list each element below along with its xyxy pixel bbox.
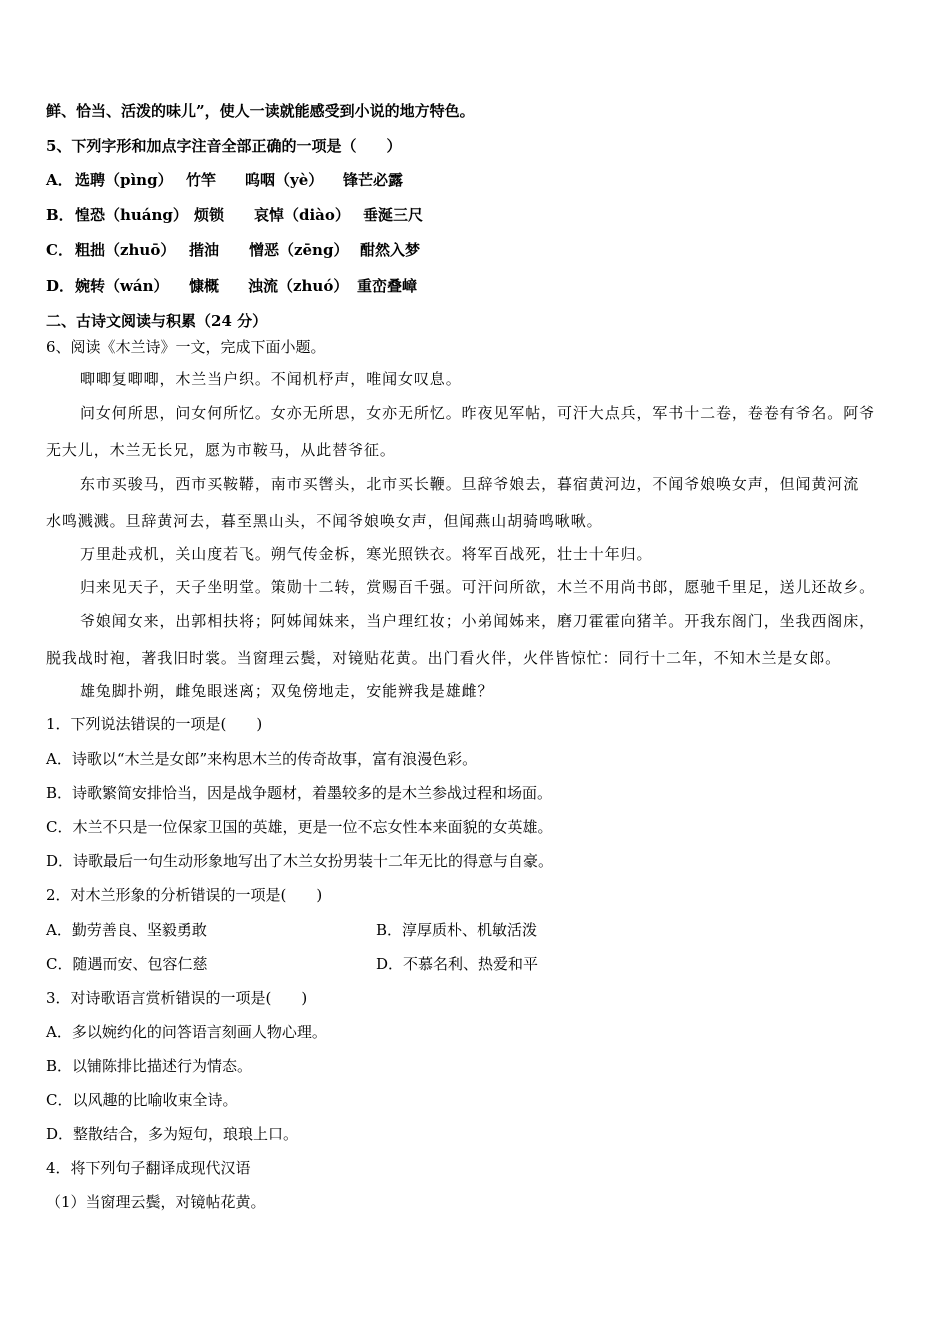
q5-option-item: 浊流（zhuó）: [248, 277, 349, 295]
q5-option-label: B．: [46, 206, 74, 224]
poem-line: 东市买骏马，西市买鞍鞯，南市买辔头，北市买长鞭。旦辞爷娘去，暮宿黄河边，不闻爷娘唤女声，但闻黄河流: [80, 475, 860, 493]
sub-question-2-option: B．淳厚质朴、机敏活泼: [376, 921, 538, 939]
q5-stem: 5、下列字形和加点字注音全部正确的一项是（ ）: [46, 137, 402, 155]
sub-question-1-option: A．诗歌以“木兰是女郎”来构思木兰的传奇故事，富有浪漫色彩。: [46, 750, 478, 768]
q4-tail-text: 鲜、恰当、活泼的味儿”，使人一读就能感受到小说的地方特色。: [46, 102, 475, 120]
sub-question-1-option: C．木兰不只是一位保家卫国的英雄，更是一位不忘女性本来面貌的女英雄。: [46, 818, 553, 836]
q5-option-item: 锋芒必露: [343, 171, 404, 189]
q5-option-item: 烦锁: [194, 206, 225, 224]
q5-option-label: A．: [46, 171, 73, 189]
sub-question-4-stem: 4．将下列句子翻译成现代汉语: [46, 1159, 251, 1177]
sub-question-1-option: D．诗歌最后一句生动形象地写出了木兰女扮男装十二年无比的得意与自豪。: [46, 852, 554, 870]
q5-option-item: 酣然入梦: [360, 241, 421, 259]
q5-option-item: 竹竿: [186, 171, 217, 189]
sub-question-3-option: C．以风趣的比喻收束全诗。: [46, 1091, 238, 1109]
sub-question-3-option: A．多以婉约化的问答语言刻画人物心理。: [46, 1023, 327, 1041]
sub-question-2-option: A．勤劳善良、坚毅勇敢: [46, 921, 207, 939]
poem-line: 归来见天子，天子坐明堂。策勋十二转，赏赐百千强。可汗问所欲，木兰不用尚书郎，愿驰千里足，送儿还故乡。: [80, 578, 876, 596]
q5-option-item: 慷概: [189, 277, 220, 295]
q5-option-label: D．: [46, 277, 75, 295]
q5-option-item: 粗拙（zhuō）: [75, 241, 176, 259]
poem-line: 脱我战时袍，著我旧时裳。当窗理云鬓，对镜贴花黄。出门看火伴，火伴皆惊忙：同行十二年，不知木兰是女郎。: [46, 649, 842, 667]
poem-line: 雄兔脚扑朔，雌兔眼迷离；双兔傍地走，安能辨我是雄雌？: [80, 682, 494, 700]
q5-option-item: 选聘（pìng）: [75, 171, 173, 189]
sub-question-3-option: B．以铺陈排比描述行为情态。: [46, 1057, 253, 1075]
q5-option-item: 惶恐（huáng）: [75, 206, 188, 224]
sub-question-1-option: B．诗歌繁简安排恰当，因是战争题材，着墨较多的是木兰参战过程和场面。: [46, 784, 553, 802]
sub-question-1-stem: 1．下列说法错误的一项是( ): [46, 715, 263, 733]
poem-line: 无大儿，木兰无长兄，愿为市鞍马，从此替爷征。: [46, 441, 396, 459]
sub-question-2-option: D．不慕名利、热爱和平: [376, 955, 539, 973]
poem-line: 问女何所思，问女何所忆。女亦无所思，女亦无所忆。昨夜见军帖，可汗大点兵，军书十二卷，卷卷有爷名。阿爷: [80, 404, 876, 422]
q5-option-item: 呜咽（yè）: [245, 171, 324, 189]
q5-option-item: 揩油: [189, 241, 220, 259]
poem-line: 万里赴戎机，关山度若飞。朔气传金柝，寒光照铁衣。将军百战死，壮士十年归。: [80, 545, 653, 563]
sub-question-3-stem: 3．对诗歌语言赏析错误的一项是( ): [46, 989, 308, 1007]
q5-option-item: 哀悼（diào）: [254, 206, 350, 224]
poem-line: 水鸣溅溅。旦辞黄河去，暮至黑山头，不闻爷娘唤女声，但闻燕山胡骑鸣啾啾。: [46, 512, 603, 530]
q5-option-item: 重峦叠嶂: [357, 277, 418, 295]
sub-question-2-stem: 2．对木兰形象的分析错误的一项是( ): [46, 886, 323, 904]
q5-option-label: C．: [46, 241, 73, 259]
q5-option-item: 婉转（wán）: [75, 277, 169, 295]
sub-question-4-item: （1）当窗理云鬓，对镜帖花黄。: [46, 1193, 266, 1211]
poem-line: 爷娘闻女来，出郭相扶将；阿姊闻妹来，当户理红妆；小弟闻姊来，磨刀霍霍向猪羊。开我东阁门，坐我西阁床，: [80, 612, 876, 630]
poem-line: 唧唧复唧唧，木兰当户织。不闻机杼声，唯闻女叹息。: [80, 370, 462, 388]
q5-option-item: 憎恶（zēng）: [249, 241, 349, 259]
q5-option-item: 垂涎三尺: [363, 206, 424, 224]
q6-stem: 6、阅读《木兰诗》一文，完成下面小题。: [46, 338, 326, 356]
sub-question-2-option: C．随遇而安、包容仁慈: [46, 955, 208, 973]
sub-question-3-option: D．整散结合，多为短句，琅琅上口。: [46, 1125, 299, 1143]
section-title: 二、古诗文阅读与积累（24 分）: [46, 312, 268, 330]
